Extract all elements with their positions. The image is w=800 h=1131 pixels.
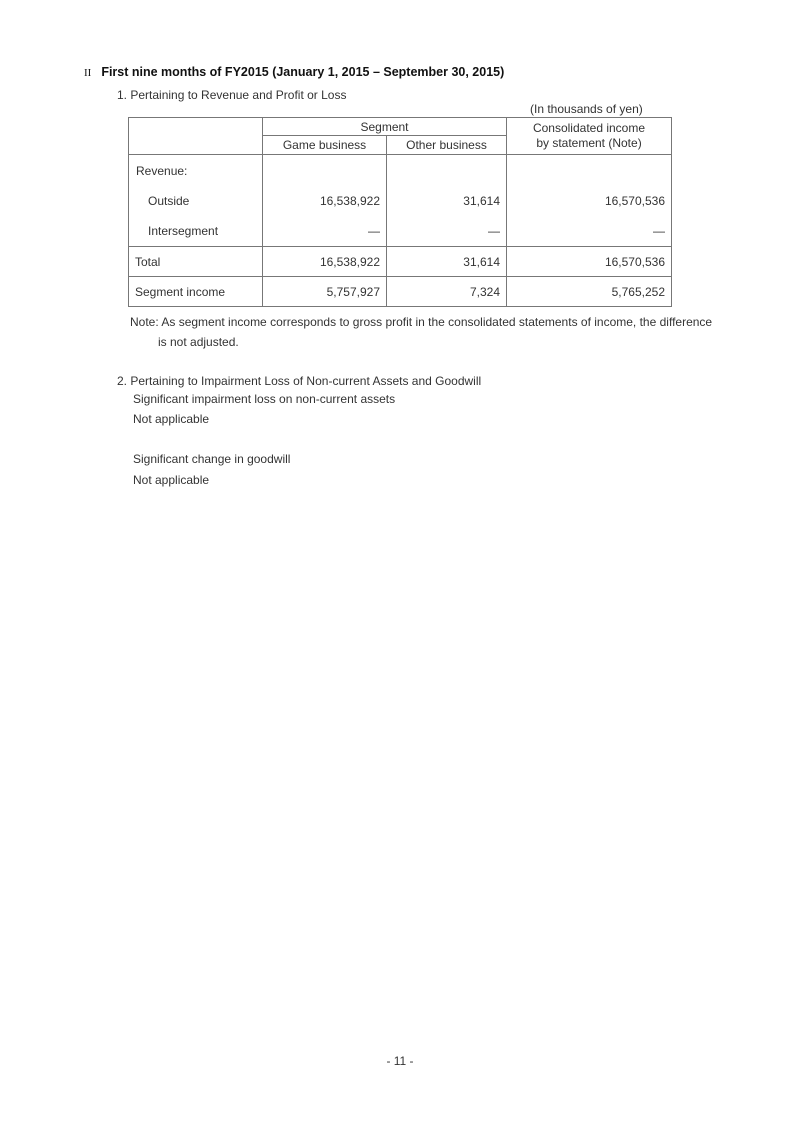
revenue-label-cell (129, 155, 263, 247)
impairment-subtitle: Significant impairment loss on non-current assets (133, 392, 396, 406)
impairment-value: Not applicable (133, 412, 210, 426)
revenue-game-cell (263, 155, 387, 247)
part1-heading: 1. Pertaining to Revenue and Profit or Loss (117, 88, 347, 102)
header-consolidated-line2: by statement (Note) (536, 136, 642, 150)
table-row-revenue (129, 155, 672, 247)
outside-other-value: 31,614 (463, 193, 500, 208)
row-label-total: Total (129, 247, 263, 277)
total-consolidated-value: 16,570,536 (507, 247, 672, 277)
header-game-business: Game business (263, 136, 387, 155)
page-number: - 11 - (386, 1054, 414, 1068)
note-line-1: Note: As segment income corresponds to gross profit in the consolidated statements of income, the difference (130, 315, 713, 329)
total-game-value: 16,538,922 (263, 247, 387, 277)
segment-income-game-value: 5,757,927 (263, 277, 387, 307)
total-other-value: 31,614 (387, 247, 507, 277)
revenue-label: Revenue: (136, 163, 188, 178)
header-consolidated-line1: Consolidated income (532, 121, 646, 135)
segment-income-consolidated-value: 5,765,252 (507, 277, 672, 307)
segment-income-other-value: 7,324 (387, 277, 507, 307)
outside-consolidated-value: 16,570,536 (604, 193, 665, 208)
table-row-total (129, 247, 672, 277)
section-numeral: II (84, 67, 92, 79)
note-line-2: is not adjusted. (158, 335, 239, 349)
header-blank-cell (129, 118, 263, 155)
section-heading (84, 65, 504, 79)
header-row-1 (129, 118, 672, 136)
row-label-segment-income: Segment income (129, 277, 263, 307)
revenue-consolidated-cell (507, 155, 672, 247)
row-label-outside: Outside (148, 193, 190, 208)
revenue-other-cell (387, 155, 507, 247)
unit-note: (In thousands of yen) (530, 102, 643, 116)
outside-game-value: 16,538,922 (319, 193, 380, 208)
table-row-segment-income (129, 277, 672, 307)
intersegment-other-value: — (488, 223, 500, 238)
table-note (130, 312, 712, 352)
segment-table (128, 117, 672, 307)
intersegment-game-value: — (368, 223, 380, 238)
goodwill-subtitle: Significant change in goodwill (133, 452, 291, 466)
intersegment-consolidated-value: — (653, 223, 665, 238)
goodwill-value: Not applicable (133, 473, 210, 487)
part2-heading: 2. Pertaining to Impairment Loss of Non-current Assets and Goodwill (117, 374, 482, 388)
header-segment-group: Segment (263, 118, 507, 136)
header-other-business: Other business (387, 136, 507, 155)
row-label-intersegment: Intersegment (148, 223, 219, 238)
section-title: First nine months of FY2015 (January 1, 2015 – September 30, 2015) (101, 65, 505, 79)
header-consolidated (507, 118, 672, 155)
